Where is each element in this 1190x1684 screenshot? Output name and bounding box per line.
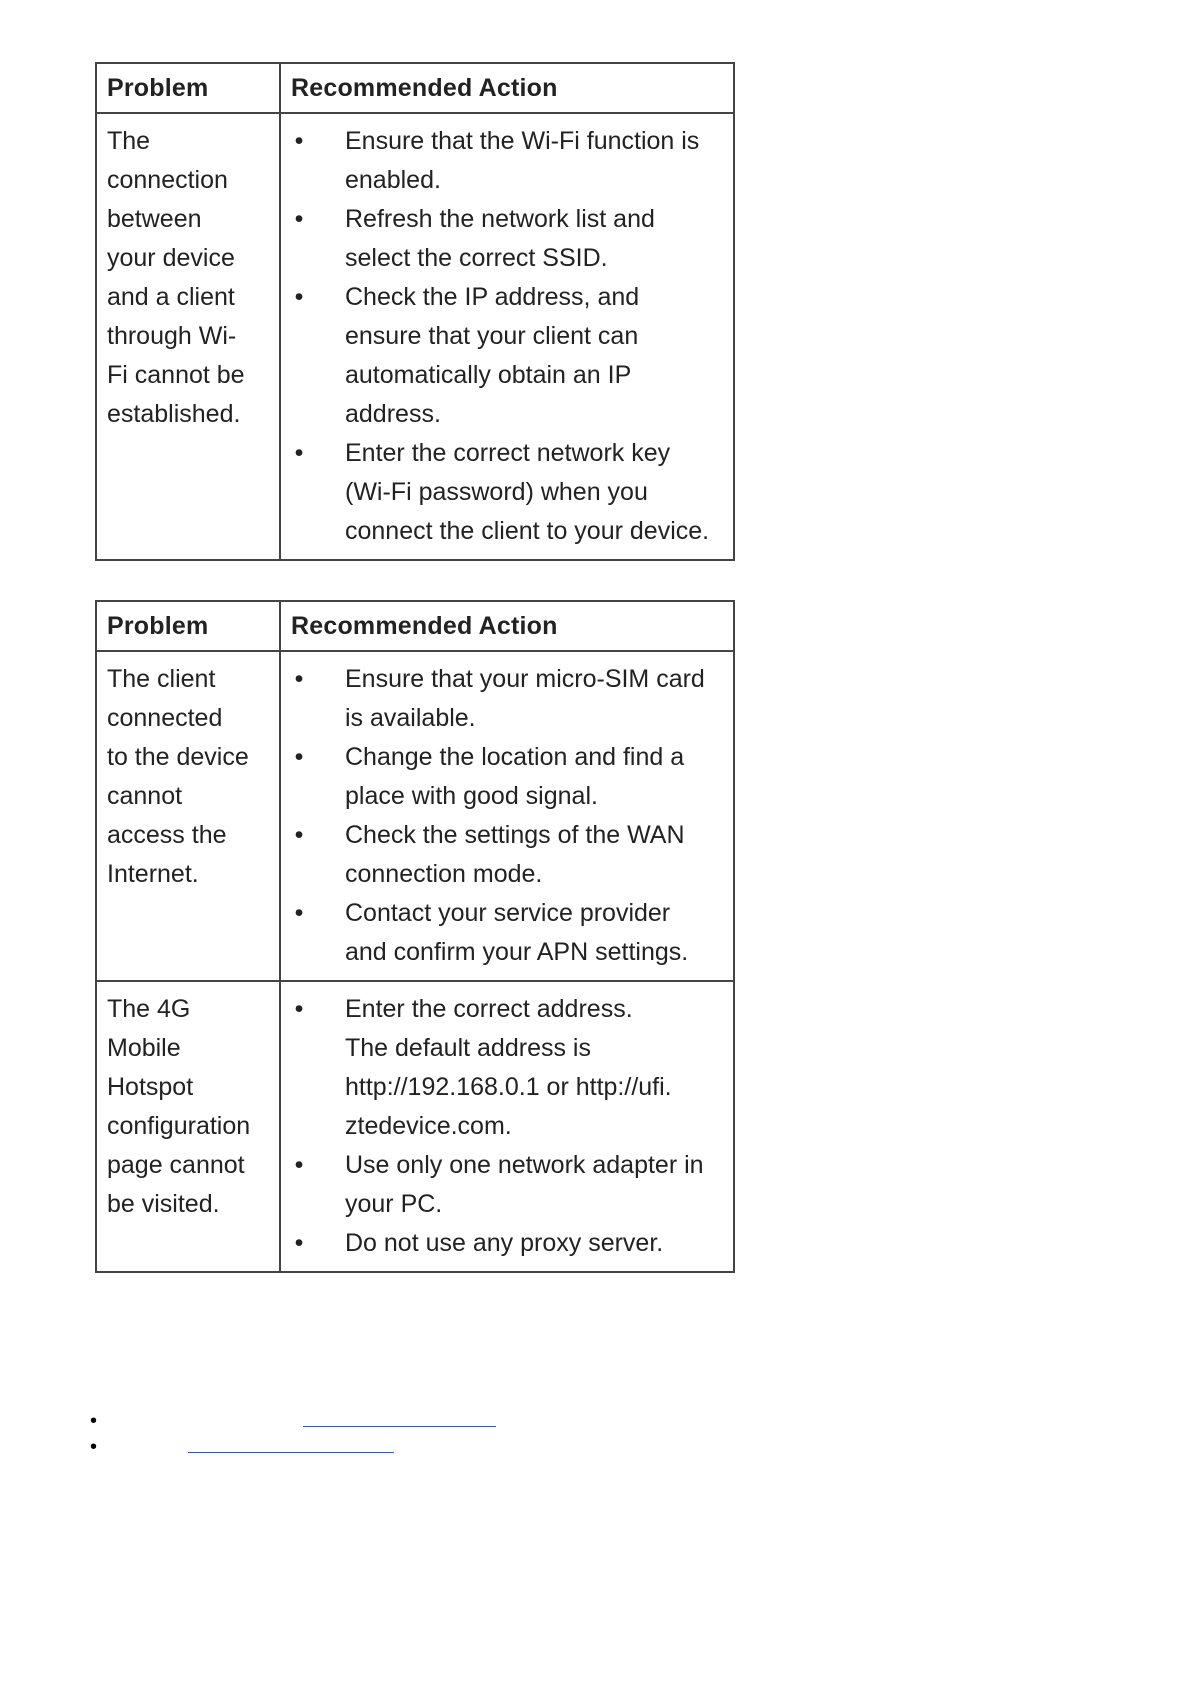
problem-column-header: Problem bbox=[96, 63, 280, 113]
problem-text-line: established. bbox=[107, 400, 241, 428]
bullet-icon: • bbox=[90, 1436, 98, 1458]
problem-text-line: cannot bbox=[107, 782, 183, 810]
problem-text-line: Fi cannot be bbox=[107, 361, 245, 389]
action-item: • Enter the correct network key (Wi-Fi password) when you connect the client to your device. bbox=[281, 434, 723, 551]
problem-text-line: connection bbox=[107, 166, 228, 194]
troubleshooting-table-wifi bbox=[95, 62, 735, 561]
bullet-icon: • bbox=[90, 1410, 98, 1432]
bullet-icon: • bbox=[294, 205, 304, 233]
bullet-icon: • bbox=[294, 665, 304, 693]
action-list bbox=[281, 990, 723, 1263]
action-item: • Change the location and find a place with good signal. bbox=[281, 738, 723, 816]
bullet-icon: • bbox=[294, 127, 304, 155]
problem-text-line: your device bbox=[107, 244, 235, 272]
table-header-row bbox=[96, 63, 734, 113]
action-item: • Ensure that the Wi-Fi function is enabled. bbox=[281, 122, 723, 200]
action-list bbox=[281, 660, 723, 972]
problem-text-line: and a client bbox=[107, 283, 235, 311]
action-cell bbox=[280, 651, 734, 981]
problem-text-line: The client bbox=[107, 665, 216, 693]
problem-text-line: through Wi- bbox=[107, 322, 237, 350]
problem-text-line: configuration bbox=[107, 1112, 251, 1140]
table-row bbox=[96, 981, 734, 1272]
action-list bbox=[281, 122, 723, 551]
footer-link[interactable] bbox=[188, 1452, 394, 1453]
problem-column-header: Problem bbox=[96, 601, 280, 651]
bullet-icon: • bbox=[294, 1229, 304, 1257]
action-item: • Enter the correct address. The default address is http://192.168.0.1 or http://ufi. ztedevice.com. bbox=[281, 990, 723, 1146]
action-item: • Check the IP address, and ensure that your client can automatically obtain an IP address. bbox=[281, 278, 723, 434]
troubleshooting-table-internet bbox=[95, 600, 735, 1273]
problem-text-line: The bbox=[107, 127, 151, 155]
action-column-header: Recommended Action bbox=[280, 601, 734, 651]
problem-text-line: page cannot bbox=[107, 1151, 245, 1179]
action-column-header: Recommended Action bbox=[280, 63, 734, 113]
problem-text-line: between bbox=[107, 205, 202, 233]
problem-text-line: Internet. bbox=[107, 860, 199, 888]
bullet-icon: • bbox=[294, 743, 304, 771]
action-item: • Check the settings of the WAN connection mode. bbox=[281, 816, 723, 894]
table-header-row bbox=[96, 601, 734, 651]
problem-cell bbox=[96, 651, 280, 981]
problem-text-line: to the device bbox=[107, 743, 249, 771]
action-item: • Use only one network adapter in your PC. bbox=[281, 1146, 723, 1224]
problem-text-line: connected bbox=[107, 704, 223, 732]
bullet-icon: • bbox=[294, 439, 304, 467]
bullet-icon: • bbox=[294, 899, 304, 927]
action-item: • Do not use any proxy server. bbox=[281, 1224, 723, 1263]
problem-cell bbox=[96, 981, 280, 1272]
action-item: • Contact your service provider and confirm your APN settings. bbox=[281, 894, 723, 972]
footer-link[interactable] bbox=[303, 1426, 496, 1427]
action-item: • Ensure that your micro-SIM card is available. bbox=[281, 660, 723, 738]
action-cell bbox=[280, 113, 734, 560]
problem-text-line: Mobile bbox=[107, 1034, 181, 1062]
problem-text-line: be visited. bbox=[107, 1190, 220, 1218]
problem-text-line: Hotspot bbox=[107, 1073, 194, 1101]
action-item: • Refresh the network list and select the correct SSID. bbox=[281, 200, 723, 278]
bullet-icon: • bbox=[294, 995, 304, 1023]
action-cell bbox=[280, 981, 734, 1272]
problem-text-line: The 4G bbox=[107, 995, 191, 1023]
table-row bbox=[96, 113, 734, 560]
bullet-icon: • bbox=[294, 1151, 304, 1179]
bullet-icon: • bbox=[294, 821, 304, 849]
problem-text-line: access the bbox=[107, 821, 227, 849]
table-row bbox=[96, 651, 734, 981]
bullet-icon: • bbox=[294, 283, 304, 311]
problem-cell bbox=[96, 113, 280, 560]
